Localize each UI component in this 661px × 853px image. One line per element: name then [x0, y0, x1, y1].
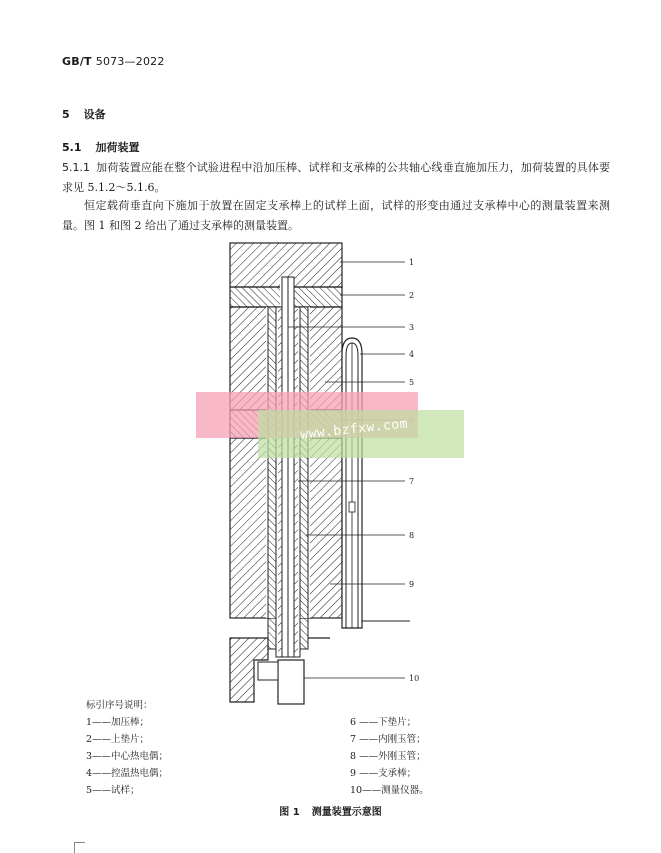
figure-caption — [0, 803, 661, 818]
legend-item: 1——加压棒； — [86, 717, 150, 728]
standard-header — [62, 55, 165, 68]
legend-item: 10——测量仪器。 — [350, 785, 429, 796]
subsection-heading — [62, 139, 154, 155]
figure-label-7: 7 — [409, 477, 415, 486]
paragraph-text: 加荷装置应能在整个试验进程中沿加压棒、试样和支承棒的公共轴心线垂直施加压力，加荷装置的具体要求见 5.1.2～5.1.6。 — [62, 161, 610, 194]
legend-item: 7 ——内刚玉管； — [350, 734, 426, 745]
figure-label-2: 2 — [409, 291, 415, 300]
watermark-text: www.bzfxw.com — [299, 416, 409, 443]
figure-label-8: 8 — [409, 531, 415, 540]
paragraph-text: 恒定载荷垂直向下施加于放置在固定支承棒上的试样上面，试样的形变由通过支承棒中心的测量装置来测量。图 1 和图 2 给出了通过支承棒的测量装置。 — [62, 199, 610, 232]
legend-item: 8 ——外刚玉管； — [350, 751, 426, 762]
subsection-title: 加荷装置 — [95, 141, 140, 154]
standard-code: 5073—2022 — [95, 55, 165, 68]
section-heading — [62, 106, 120, 122]
figure-label-1: 1 — [409, 258, 415, 267]
subsection-number: 5.1 — [62, 141, 82, 154]
figure-title: 测量装置示意图 — [311, 807, 382, 818]
measuring-instrument — [278, 660, 304, 704]
legend-item: 5——试样； — [86, 785, 140, 796]
section-number: 5 — [62, 108, 70, 121]
clause-number: 5.1.1 — [62, 161, 90, 174]
figure-label-10: 10 — [409, 674, 420, 683]
figure-number: 图 1 — [279, 807, 300, 818]
legend-item: 9 ——支承棒； — [350, 768, 417, 779]
legend-item: 6 ——下垫片； — [350, 717, 417, 728]
legend-item: 3——中心热电偶； — [86, 751, 169, 762]
measurement-device-diagram — [180, 240, 440, 706]
standard-prefix: GB/T — [62, 55, 92, 68]
legend-title: 标引序号说明： — [86, 700, 153, 711]
figure-label-5: 5 — [409, 378, 415, 387]
paragraph-2 — [62, 196, 610, 236]
legend-item: 4——控温热电偶； — [86, 768, 169, 779]
paragraph-5-1-1 — [62, 158, 610, 198]
legend-item: 2——上垫片； — [86, 734, 150, 745]
figure-label-4: 4 — [409, 350, 415, 359]
figure-label-9: 9 — [409, 580, 415, 589]
page-corner-mark — [74, 842, 85, 853]
section-title: 设备 — [83, 108, 106, 121]
figure-label-3: 3 — [409, 323, 415, 332]
